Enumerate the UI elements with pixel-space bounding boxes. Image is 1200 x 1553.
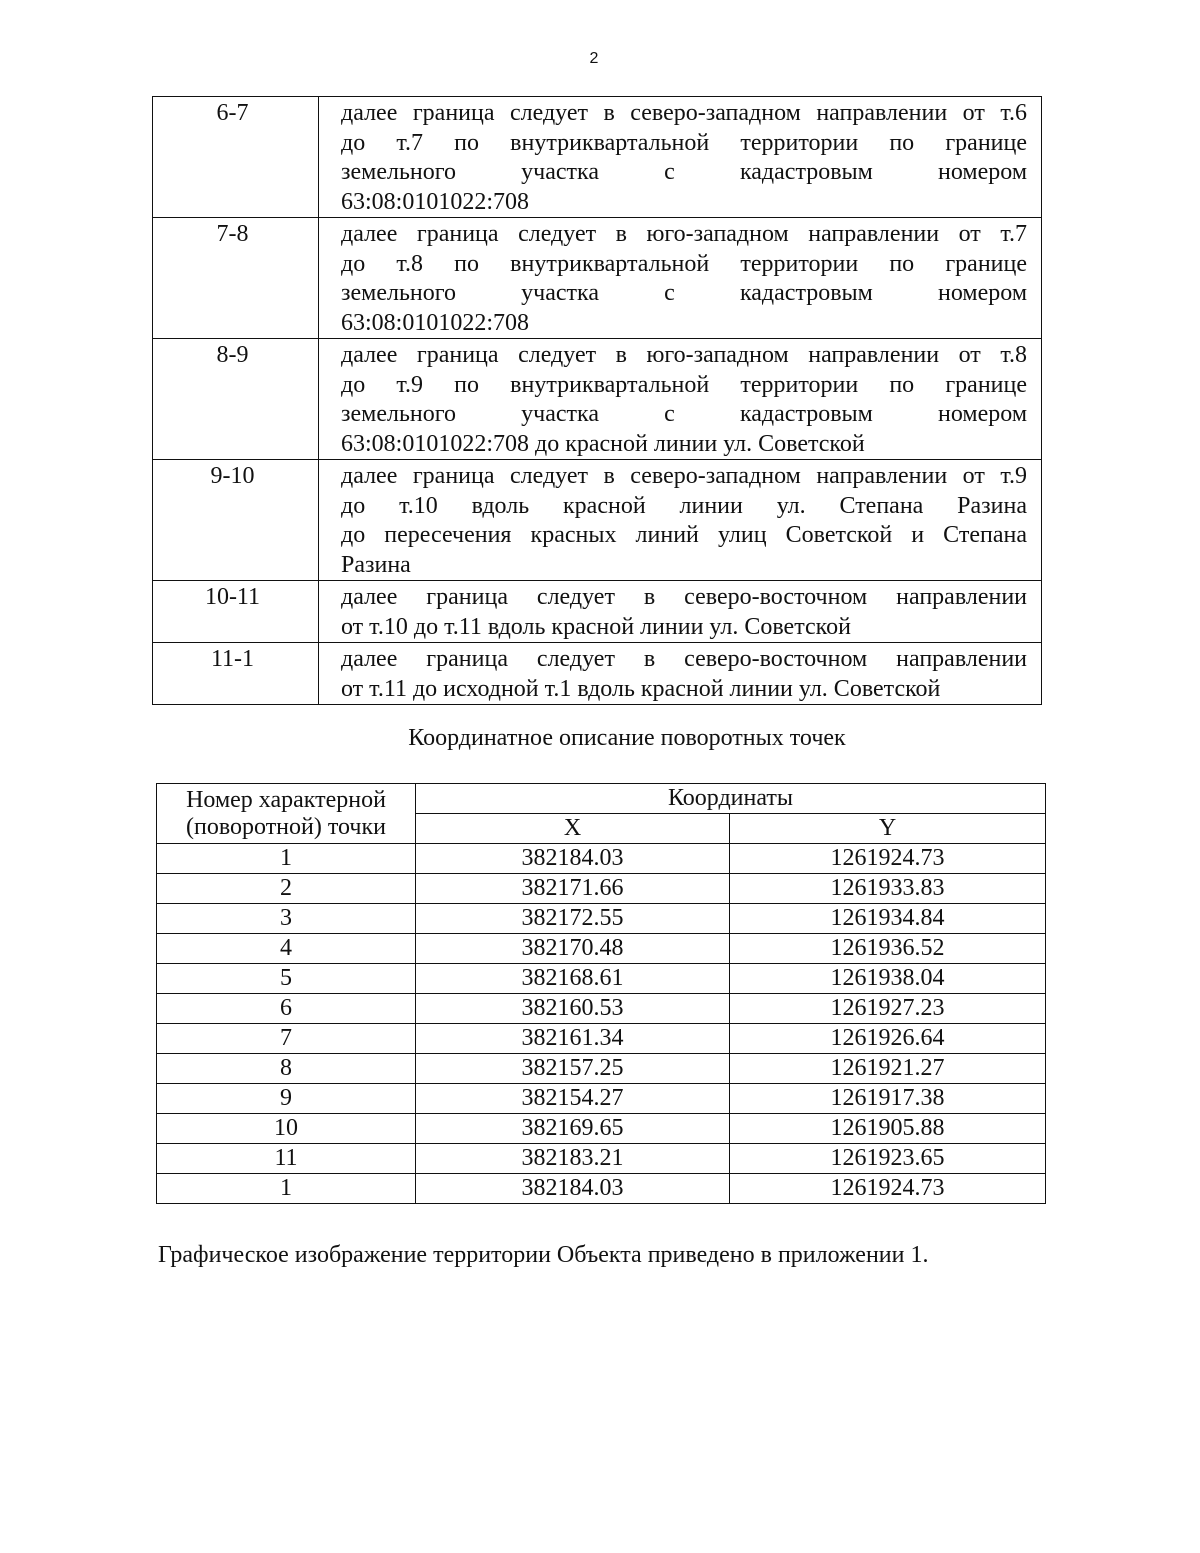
coordinate-row [157, 1054, 1046, 1084]
segment-description-line: далее граница следует в юго-западном направлении от т.8 [341, 342, 1027, 368]
coordinate-x-cell: 382157.25 [416, 1054, 730, 1084]
segment-description-line: далее граница следует в северо-восточном направлении [341, 584, 1027, 610]
coordinate-point-cell: 1 [157, 1174, 416, 1204]
coordinate-x-cell: 382184.03 [416, 844, 730, 874]
segment-description-line: до т.7 по внутриквартальной территории по границе [341, 129, 1027, 156]
coordinate-point-cell: 6 [157, 994, 416, 1024]
coordinate-row [157, 874, 1046, 904]
coordinate-y-cell: 1261927.23 [730, 994, 1046, 1024]
coordinate-x-cell: 382154.27 [416, 1084, 730, 1114]
segment-description-line: далее граница следует в северо-западном направлении от т.9 [341, 463, 1027, 489]
segment-description-line: далее граница следует в северо-западном направлении от т.6 [341, 100, 1027, 126]
coordinate-row [157, 994, 1046, 1024]
coordinates-header-row [157, 784, 1046, 814]
coordinate-x-cell: 382171.66 [416, 874, 730, 904]
segment-id: 10-11 [153, 581, 319, 643]
point-number-header-line1: Номер характерной [186, 786, 386, 813]
boundary-segments-table [152, 96, 1042, 705]
segment-description-line: от т.11 до исходной т.1 вдоль красной линии ул. Советской [341, 675, 941, 702]
segment-description [319, 97, 1042, 218]
segment-description [319, 339, 1042, 460]
y-header: Y [730, 814, 1046, 844]
coordinate-row [157, 844, 1046, 874]
point-number-header [157, 784, 416, 844]
coordinate-row [157, 1174, 1046, 1204]
coordinate-point-cell: 2 [157, 874, 416, 904]
segment-row [153, 97, 1042, 218]
x-header: X [416, 814, 730, 844]
coordinates-header: Координаты [416, 784, 1046, 814]
coordinate-row [157, 934, 1046, 964]
coordinate-row [157, 964, 1046, 994]
coordinate-row [157, 1024, 1046, 1054]
coordinate-y-cell: 1261905.88 [730, 1114, 1046, 1144]
coordinate-point-cell: 5 [157, 964, 416, 994]
segment-id: 8-9 [153, 339, 319, 460]
segment-description-line: до пересечения красных линий улиц Советской и Степана [341, 522, 1027, 548]
segment-description [319, 643, 1042, 705]
segment-description [319, 218, 1042, 339]
coordinate-point-cell: 7 [157, 1024, 416, 1054]
segment-id: 6-7 [153, 97, 319, 218]
coordinates-section-title: Координатное описание поворотных точек [408, 725, 846, 751]
coordinate-x-cell: 382160.53 [416, 994, 730, 1024]
coordinate-x-cell: 382170.48 [416, 934, 730, 964]
coordinate-row [157, 1144, 1046, 1174]
coordinate-y-cell: 1261933.83 [730, 874, 1046, 904]
page-number: 2 [589, 50, 599, 67]
coordinate-point-cell: 8 [157, 1054, 416, 1084]
appendix-note: Графическое изображение территории Объекта приведено в приложении 1. [158, 1242, 929, 1268]
segment-description-line: от т.10 до т.11 вдоль красной линии ул. Советской [341, 613, 851, 640]
coordinate-point-cell: 9 [157, 1084, 416, 1114]
coordinate-row [157, 1084, 1046, 1114]
segment-description-line: земельного участка с кадастровым номером [341, 401, 1027, 427]
segment-description [319, 581, 1042, 643]
segment-description-line: земельного участка с кадастровым номером [341, 159, 1027, 185]
segment-description-line: Разина [341, 551, 411, 578]
segment-description-line: до т.10 вдоль красной линии ул. Степана Разина [341, 492, 1027, 519]
segment-description [319, 460, 1042, 581]
segment-id: 9-10 [153, 460, 319, 581]
coordinate-y-cell: 1261921.27 [730, 1054, 1046, 1084]
coordinate-x-cell: 382168.61 [416, 964, 730, 994]
coordinate-y-cell: 1261926.64 [730, 1024, 1046, 1054]
coordinate-row [157, 1114, 1046, 1144]
coordinate-y-cell: 1261923.65 [730, 1144, 1046, 1174]
segment-description-line: 63:08:0101022:708 [341, 309, 530, 336]
coordinate-y-cell: 1261924.73 [730, 844, 1046, 874]
segment-id: 11-1 [153, 643, 319, 705]
coordinate-x-cell: 382172.55 [416, 904, 730, 934]
segment-description-line: земельного участка с кадастровым номером [341, 280, 1027, 306]
segment-row [153, 643, 1042, 705]
coordinate-point-cell: 10 [157, 1114, 416, 1144]
coordinate-point-cell: 3 [157, 904, 416, 934]
coordinate-x-cell: 382183.21 [416, 1144, 730, 1174]
segment-description-line: 63:08:0101022:708 [341, 188, 530, 215]
coordinate-point-cell: 1 [157, 844, 416, 874]
coordinate-x-cell: 382161.34 [416, 1024, 730, 1054]
segment-row [153, 218, 1042, 339]
coordinate-point-cell: 11 [157, 1144, 416, 1174]
segment-row [153, 460, 1042, 581]
coordinate-y-cell: 1261936.52 [730, 934, 1046, 964]
segment-id: 7-8 [153, 218, 319, 339]
segment-description-line: далее граница следует в юго-западном направлении от т.7 [341, 221, 1027, 247]
segment-row [153, 581, 1042, 643]
coordinate-x-cell: 382169.65 [416, 1114, 730, 1144]
point-number-header-line2: (поворотной) точки [186, 813, 386, 840]
segment-description-line: до т.9 по внутриквартальной территории по границе [341, 371, 1027, 398]
segment-description-line: 63:08:0101022:708 до красной линии ул. Советской [341, 430, 865, 457]
segment-description-line: до т.8 по внутриквартальной территории по границе [341, 250, 1027, 277]
coordinate-y-cell: 1261917.38 [730, 1084, 1046, 1114]
coordinate-y-cell: 1261924.73 [730, 1174, 1046, 1204]
coordinates-table [156, 783, 1046, 1204]
segment-description-line: далее граница следует в северо-восточном направлении [341, 646, 1027, 672]
segment-row [153, 339, 1042, 460]
coordinate-row [157, 904, 1046, 934]
coordinate-x-cell: 382184.03 [416, 1174, 730, 1204]
coordinate-y-cell: 1261934.84 [730, 904, 1046, 934]
coordinate-y-cell: 1261938.04 [730, 964, 1046, 994]
coordinate-point-cell: 4 [157, 934, 416, 964]
